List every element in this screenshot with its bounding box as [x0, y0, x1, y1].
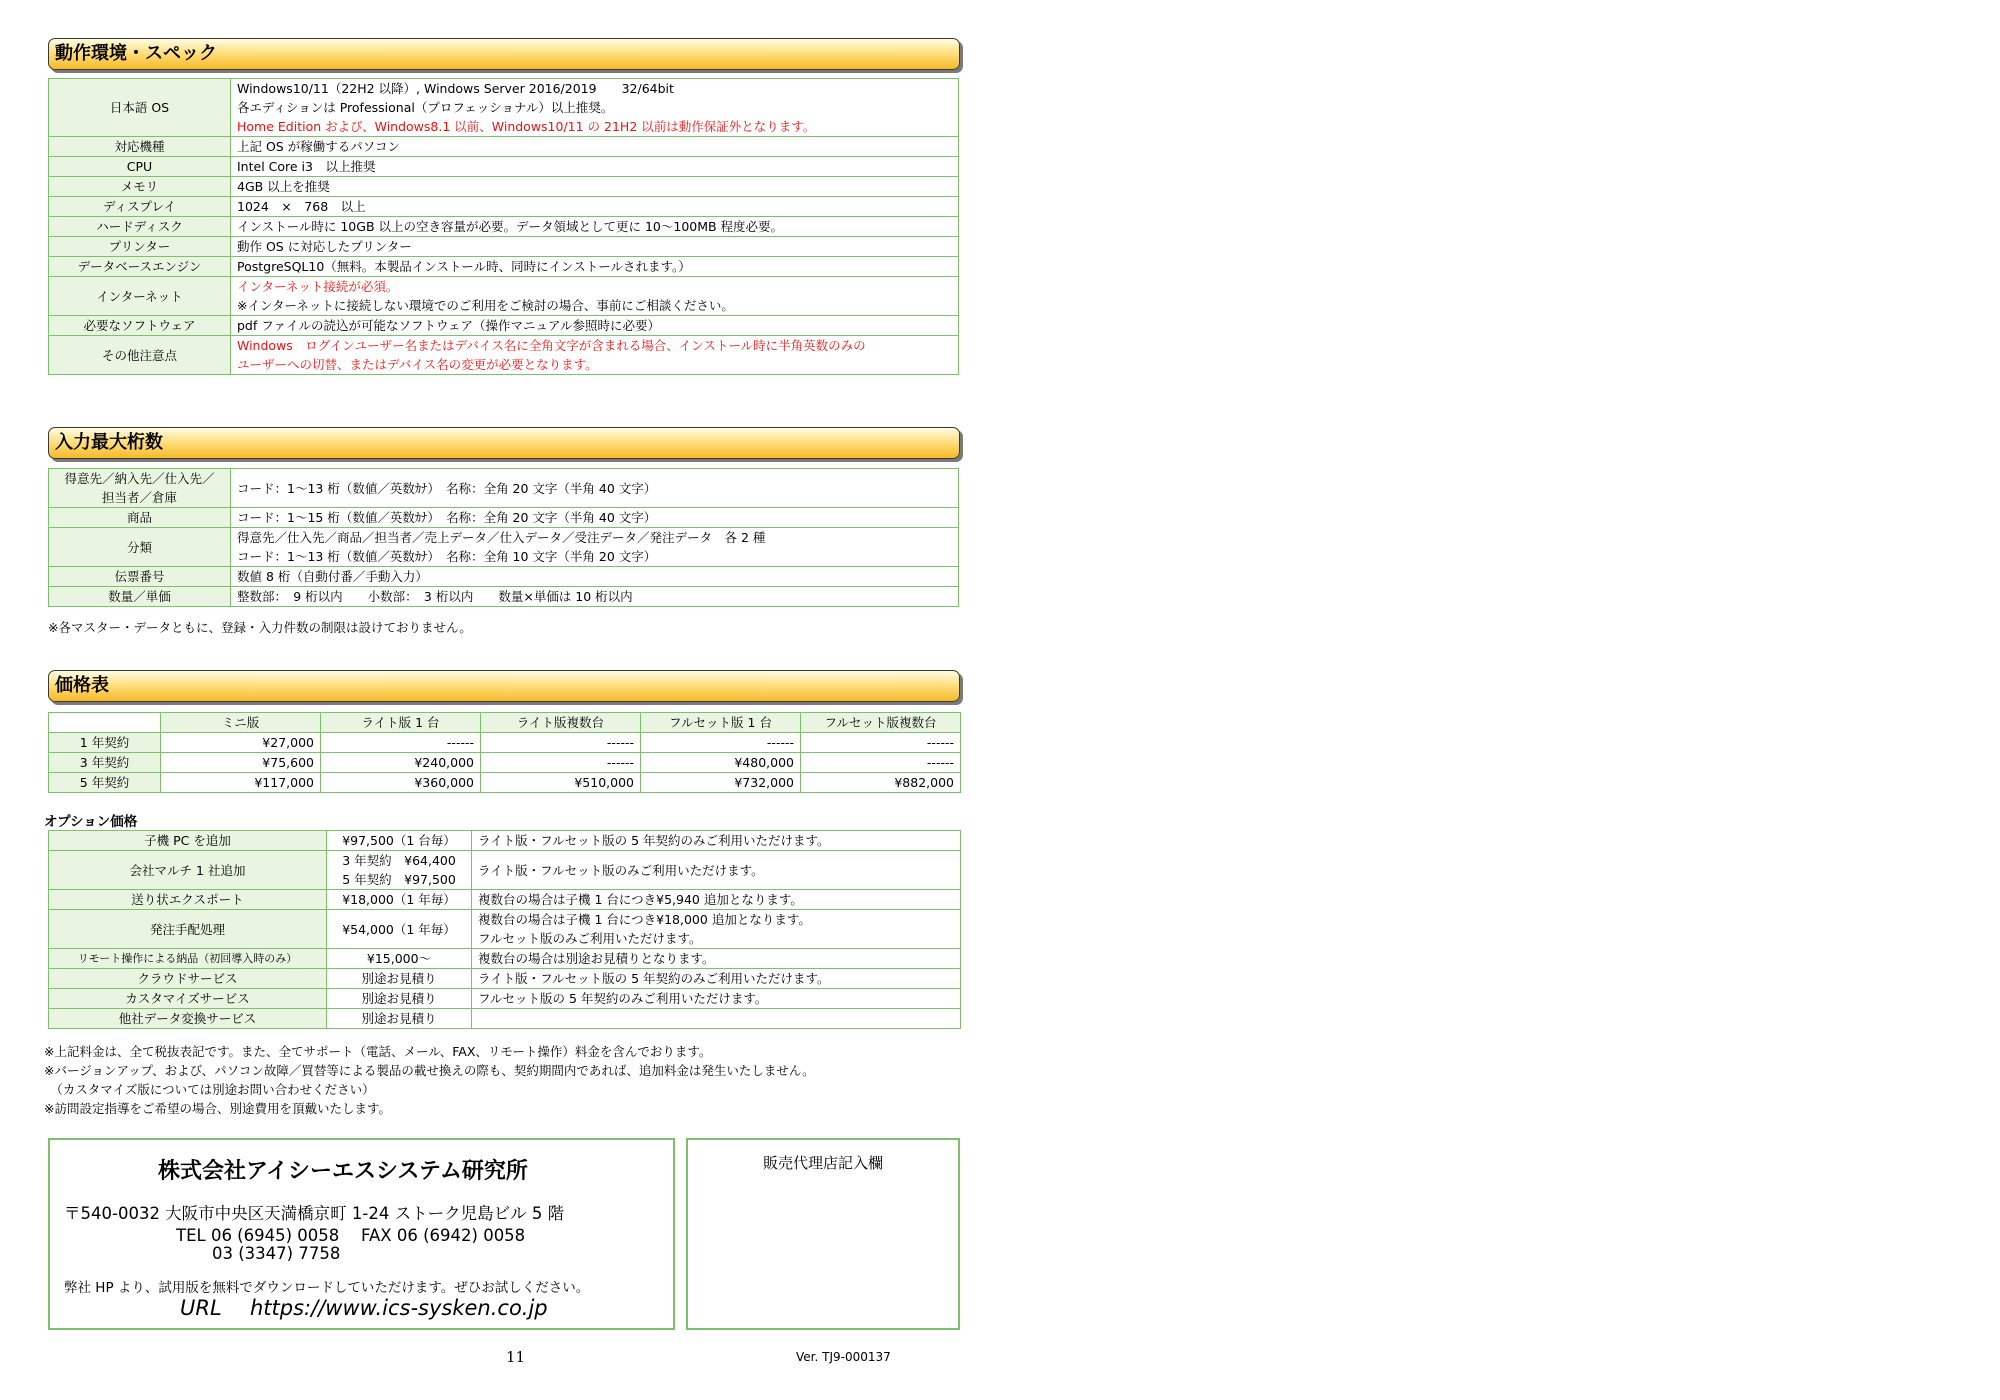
price-cell: ------ [481, 733, 641, 753]
spec-value [231, 177, 959, 197]
spec-value-warning: インターネット接続が必須。 [237, 279, 399, 294]
spec-section-title: 動作環境・スペック [48, 38, 960, 70]
option-name: 他社データ変換サービス [49, 1009, 327, 1029]
option-price-line: ¥54,000（1 年毎） [342, 921, 456, 937]
option-price [327, 851, 472, 890]
digits-label-line: 得意先／納入先／仕入先／ [64, 471, 215, 486]
spec-value-line: ※インターネットに接続しない環境でのご利用をご検討の場合、事前にご相談ください。 [237, 298, 734, 313]
price-cell: ¥480,000 [641, 753, 801, 773]
spec-label: プリンター [49, 237, 231, 257]
option-name: 子機 PC を追加 [49, 831, 327, 851]
price-row-label: 1 年契約 [49, 733, 161, 753]
spec-value-line: 各エディションは Professional（プロフェッショナル）以上推奨。 [237, 100, 614, 115]
price-row [49, 733, 961, 753]
option-name: 送り状エクスポート [49, 890, 327, 910]
option-price-line: 別途お見積り [361, 1011, 437, 1026]
spec-label: メモリ [49, 177, 231, 197]
option-note-line: フルセット版の 5 年契約のみご利用いただけます。 [478, 991, 768, 1006]
option-name: 発注手配処理 [49, 910, 327, 949]
digits-label [49, 567, 231, 587]
option-row [49, 949, 961, 969]
spec-value [231, 257, 959, 277]
price-cell: ------ [801, 733, 961, 753]
price-header-cell [49, 713, 161, 733]
options-title: オプション価格 [44, 814, 138, 830]
spec-row [49, 336, 959, 375]
url-label: URL [180, 1296, 222, 1320]
options-note-line: （カスタマイズ版については別途お問い合わせください） [44, 1082, 375, 1097]
option-price [327, 890, 472, 910]
spec-value [231, 157, 959, 177]
digits-value [231, 528, 959, 567]
option-price-line: ¥97,500（1 台毎） [342, 833, 456, 848]
option-note-line: ライト版・フルセット版のみご利用いただけます。 [478, 862, 764, 878]
option-note-line: ライト版・フルセット版の 5 年契約のみご利用いただけます。 [478, 833, 830, 848]
price-table [48, 712, 961, 793]
option-note [472, 831, 961, 851]
option-price-line: ¥18,000（1 年毎） [342, 892, 456, 907]
option-note [472, 949, 961, 969]
price-header-cell: フルセット版 1 台 [641, 713, 801, 733]
option-note-line: 複数台の場合は子機 1 台につき¥18,000 追加となります。 [478, 912, 811, 927]
options-note-line: ※バージョンアップ、および、パソコン故障／買替等による製品の載せ換えの際も、契約期間内であれば、追加料金は発生いたしません。 [44, 1063, 815, 1078]
option-name: リモート操作による納品（初回導入時のみ） [49, 949, 327, 969]
spec-row [49, 237, 959, 257]
option-note [472, 851, 961, 890]
digits-label-line: 商品 [126, 510, 152, 525]
spec-label: その他注意点 [49, 336, 231, 375]
digits-value-line: 整数部： 9 桁以内 小数部： 3 桁以内 数量×単価は 10 桁以内 [237, 589, 633, 604]
digits-label-line: 分類 [126, 539, 152, 555]
option-price-line: 別途お見積り [361, 991, 437, 1006]
spec-value-warning: Windows ログインユーザー名またはデバイス名に全角文字が含まれる場合、インストール時に半角英数のみの [237, 338, 866, 353]
company-url-link[interactable]: https://www.ics-sysken.co.jp [250, 1296, 548, 1320]
price-row [49, 773, 961, 793]
spec-label: CPU [49, 157, 231, 177]
spec-label: インターネット [49, 277, 231, 316]
option-row [49, 831, 961, 851]
option-row [49, 910, 961, 949]
option-note [472, 969, 961, 989]
company-name: 株式会社アイシーエスシステム研究所 [158, 1159, 528, 1184]
option-row [49, 851, 961, 890]
spec-value-line: 動作 OS に対応したプリンター [237, 239, 412, 254]
option-row [49, 890, 961, 910]
spec-table [48, 78, 959, 375]
price-cell: ¥360,000 [321, 773, 481, 793]
price-cell: ¥240,000 [321, 753, 481, 773]
company-tel2: 03 (3347) 7758 [212, 1244, 341, 1263]
spec-value-line: Windows10/11（22H2 以降）, Windows Server 2016/2019 32/64bit [237, 81, 674, 96]
spec-value-line: インストール時に 10GB 以上の空き容量が必要。データ領域として更に 10～100MB 程度必要。 [237, 219, 784, 234]
digits-value-line: 数値 8 桁（自動付番／手動入力） [237, 569, 428, 584]
option-price-line: 5 年契約 ¥97,500 [342, 872, 456, 887]
spec-value-warning: ユーザーへの切替、またはデバイス名の変更が必要となります。 [237, 357, 598, 372]
options-note-line: ※上記料金は、全て税抜表記です。また、全てサポート（電話、メール、FAX、リモート操作）料金を含んでおります。 [44, 1044, 712, 1059]
options-note-line: ※訪問設定指導をご希望の場合、別途費用を頂戴いたします。 [44, 1101, 391, 1116]
spec-value-line: 上記 OS が稼働するパソコン [237, 139, 400, 154]
option-name: 会社マルチ 1 社追加 [49, 851, 327, 890]
company-box [48, 1138, 675, 1330]
spec-value-line: PostgreSQL10（無料。本製品インストール時、同時にインストールされます。） [237, 259, 691, 274]
option-row [49, 969, 961, 989]
spec-value [231, 277, 959, 316]
price-cell: ¥75,600 [161, 753, 321, 773]
price-row [49, 753, 961, 773]
price-header-cell: ライト版 1 台 [321, 713, 481, 733]
price-cell: ------ [641, 733, 801, 753]
option-note [472, 910, 961, 949]
digits-label-line: 担当者／倉庫 [101, 490, 177, 505]
spec-label: 必要なソフトウェア [49, 316, 231, 336]
spec-row [49, 277, 959, 316]
options-table [48, 830, 961, 1029]
dealer-box [686, 1138, 960, 1330]
spec-value-line: 4GB 以上を推奨 [237, 179, 330, 194]
spec-label: 対応機種 [49, 137, 231, 157]
options-notes [44, 1042, 815, 1118]
spec-value [231, 316, 959, 336]
spec-label: 日本語 OS [49, 79, 231, 137]
spec-value-line: pdf ファイルの読込が可能なソフトウェア（操作マニュアル参照時に必要） [237, 318, 660, 333]
price-cell: ¥882,000 [801, 773, 961, 793]
option-row [49, 989, 961, 1009]
digits-value-line: 得意先／仕入先／商品／担当者／売上データ／仕入データ／受注データ／発注データ 各 2 種 [237, 530, 766, 545]
digits-value [231, 469, 959, 508]
price-header-cell: ミニ版 [161, 713, 321, 733]
spec-value-warning: Home Edition および、Windows8.1 以前、Windows10/11 の 21H2 以前は動作保証外となります。 [237, 119, 816, 134]
option-name: クラウドサービス [49, 969, 327, 989]
option-price [327, 1009, 472, 1029]
spec-row [49, 79, 959, 137]
option-price [327, 969, 472, 989]
digits-value-line: コード：1～15 桁（数値／英数ｶﾅ） 名称：全角 20 文字（半角 40 文字） [237, 510, 657, 525]
price-row-label: 5 年契約 [49, 773, 161, 793]
spec-value [231, 137, 959, 157]
price-cell: ------ [321, 733, 481, 753]
digits-row [49, 567, 959, 587]
trial-note: 弊社 HP より、試用版を無料でダウンロードしていただけます。ぜひお試しください。 [64, 1280, 590, 1296]
spec-row [49, 177, 959, 197]
spec-row [49, 217, 959, 237]
option-note [472, 989, 961, 1009]
option-price-line: ¥15,000～ [366, 951, 432, 966]
option-note-line: 複数台の場合は別途お見積りとなります。 [478, 951, 715, 966]
price-cell: ¥510,000 [481, 773, 641, 793]
option-price [327, 831, 472, 851]
digits-row [49, 528, 959, 567]
digits-label [49, 587, 231, 607]
option-note [472, 1009, 961, 1029]
option-row [49, 1009, 961, 1029]
spec-row [49, 257, 959, 277]
digits-value [231, 587, 959, 607]
price-cell: ¥732,000 [641, 773, 801, 793]
spec-value [231, 79, 959, 137]
spec-value [231, 237, 959, 257]
digits-value-line: コード：1～13 桁（数値／英数ｶﾅ） 名称：全角 10 文字（半角 20 文字） [237, 549, 657, 564]
digits-row [49, 469, 959, 508]
price-cell: ¥27,000 [161, 733, 321, 753]
digits-note: ※各マスター・データともに、登録・入力件数の制限は設けておりません。 [48, 620, 472, 635]
version-label: Ver. TJ9-000137 [796, 1350, 891, 1364]
digits-label-line: 伝票番号 [114, 569, 165, 584]
digits-value-line: コード：1～13 桁（数値／英数ｶﾅ） 名称：全角 20 文字（半角 40 文字） [237, 480, 657, 496]
spec-row [49, 197, 959, 217]
spec-row [49, 157, 959, 177]
option-price-line: 別途お見積り [361, 971, 437, 986]
price-cell: ------ [801, 753, 961, 773]
company-tel-fax: TEL 06 (6945) 0058 FAX 06 (6942) 0058 [176, 1226, 526, 1245]
price-cell: ¥117,000 [161, 773, 321, 793]
option-note-line: 複数台の場合は子機 1 台につき¥5,940 追加となります。 [478, 892, 803, 907]
digits-row [49, 508, 959, 528]
spec-value [231, 217, 959, 237]
option-price-line: 3 年契約 ¥64,400 [342, 853, 456, 868]
digits-section-title: 入力最大桁数 [48, 427, 960, 459]
spec-value [231, 336, 959, 375]
price-section-title: 価格表 [48, 670, 960, 702]
digits-label [49, 508, 231, 528]
option-note [472, 890, 961, 910]
option-note-line: フルセット版のみご利用いただけます。 [478, 931, 702, 946]
option-price [327, 989, 472, 1009]
spec-label: ハードディスク [49, 217, 231, 237]
spec-label: データベースエンジン [49, 257, 231, 277]
option-name: カスタマイズサービス [49, 989, 327, 1009]
page-number: 11 [506, 1348, 526, 1366]
option-note-line: ライト版・フルセット版の 5 年契約のみご利用いただけます。 [478, 971, 830, 986]
company-address: 〒540-0032 大阪市中央区天満橋京町 1-24 ストーク児島ビル 5 階 [64, 1204, 565, 1223]
price-header-cell: フルセット版複数台 [801, 713, 961, 733]
spec-row [49, 137, 959, 157]
digits-value [231, 567, 959, 587]
digits-row [49, 587, 959, 607]
dealer-label: 販売代理店記入欄 [762, 1154, 883, 1172]
spec-label: ディスプレイ [49, 197, 231, 217]
spec-value-line: Intel Core i3 以上推奨 [237, 159, 376, 174]
digits-label [49, 469, 231, 508]
spec-value-line: 1024 × 768 以上 [237, 199, 366, 214]
price-row-label: 3 年契約 [49, 753, 161, 773]
option-price [327, 910, 472, 949]
spec-row [49, 316, 959, 336]
option-price [327, 949, 472, 969]
digits-label-line: 数量／単価 [108, 589, 171, 604]
digits-value [231, 508, 959, 528]
digits-label [49, 528, 231, 567]
price-header-cell: ライト版複数台 [481, 713, 641, 733]
price-cell: ------ [481, 753, 641, 773]
digits-table [48, 468, 959, 607]
spec-value [231, 197, 959, 217]
